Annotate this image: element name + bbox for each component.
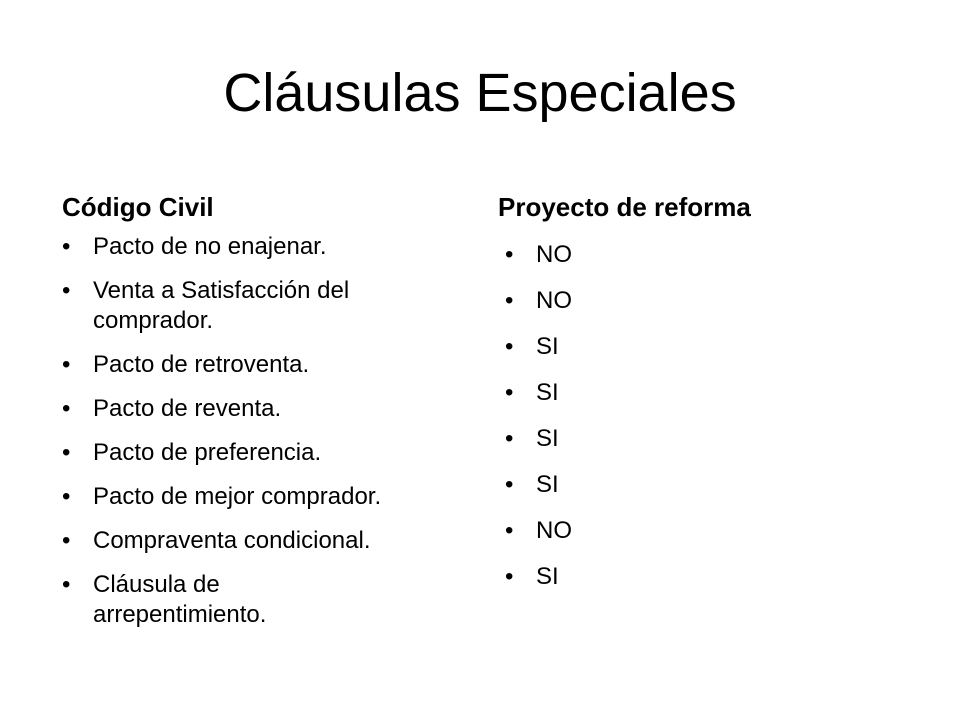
list-item (62, 570, 383, 630)
list-item (62, 276, 413, 336)
bullet-icon: • (62, 527, 71, 554)
left-column-heading: Código Civil (62, 192, 214, 222)
list-item-text: SI (536, 333, 559, 360)
bullet-icon: • (505, 425, 514, 452)
list-item-text: Pacto de mejor comprador. (93, 483, 382, 510)
list-item (62, 526, 462, 556)
list-item (505, 332, 705, 362)
list-item-text: SI (536, 563, 559, 590)
list-item (505, 286, 705, 316)
list-item-text: Cláusula de arrepentimiento. (93, 571, 267, 628)
list-item-text: Pacto de no enajenar. (93, 233, 327, 260)
bullet-icon: • (505, 333, 514, 360)
bullet-icon: • (62, 233, 71, 260)
bullet-icon: • (62, 571, 71, 598)
list-item-text: NO (536, 241, 572, 268)
list-item (505, 378, 705, 408)
reform-status-list (505, 240, 705, 608)
list-item (505, 516, 705, 546)
list-item (62, 438, 462, 468)
list-item (505, 240, 705, 270)
list-item-text: SI (536, 379, 559, 406)
list-item (505, 424, 705, 454)
list-item-text: NO (536, 287, 572, 314)
clauses-list (62, 232, 462, 644)
slide-title: Cláusulas Especiales (223, 63, 737, 123)
right-column-heading: Proyecto de reforma (498, 192, 751, 222)
list-item-text: Pacto de retroventa. (93, 351, 310, 378)
list-item (62, 482, 462, 512)
bullet-icon: • (505, 379, 514, 406)
bullet-icon: • (62, 395, 71, 422)
list-item-text: SI (536, 425, 559, 452)
list-item-text: Pacto de preferencia. (93, 439, 322, 466)
list-item-text: Compraventa condicional. (93, 527, 371, 554)
bullet-icon: • (62, 277, 71, 304)
bullet-icon: • (505, 517, 514, 544)
list-item-text: SI (536, 471, 559, 498)
bullet-icon: • (62, 439, 71, 466)
list-item (62, 394, 462, 424)
bullet-icon: • (505, 471, 514, 498)
bullet-icon: • (505, 287, 514, 314)
bullet-icon: • (505, 241, 514, 268)
bullet-icon: • (505, 563, 514, 590)
list-item (62, 232, 462, 262)
bullet-icon: • (62, 483, 71, 510)
list-item-text: NO (536, 517, 572, 544)
list-item (62, 350, 462, 380)
list-item-text: Pacto de reventa. (93, 395, 282, 422)
list-item-text: Venta a Satisfacción del comprador. (93, 277, 350, 334)
list-item (505, 470, 705, 500)
list-item (505, 562, 705, 592)
bullet-icon: • (62, 351, 71, 378)
